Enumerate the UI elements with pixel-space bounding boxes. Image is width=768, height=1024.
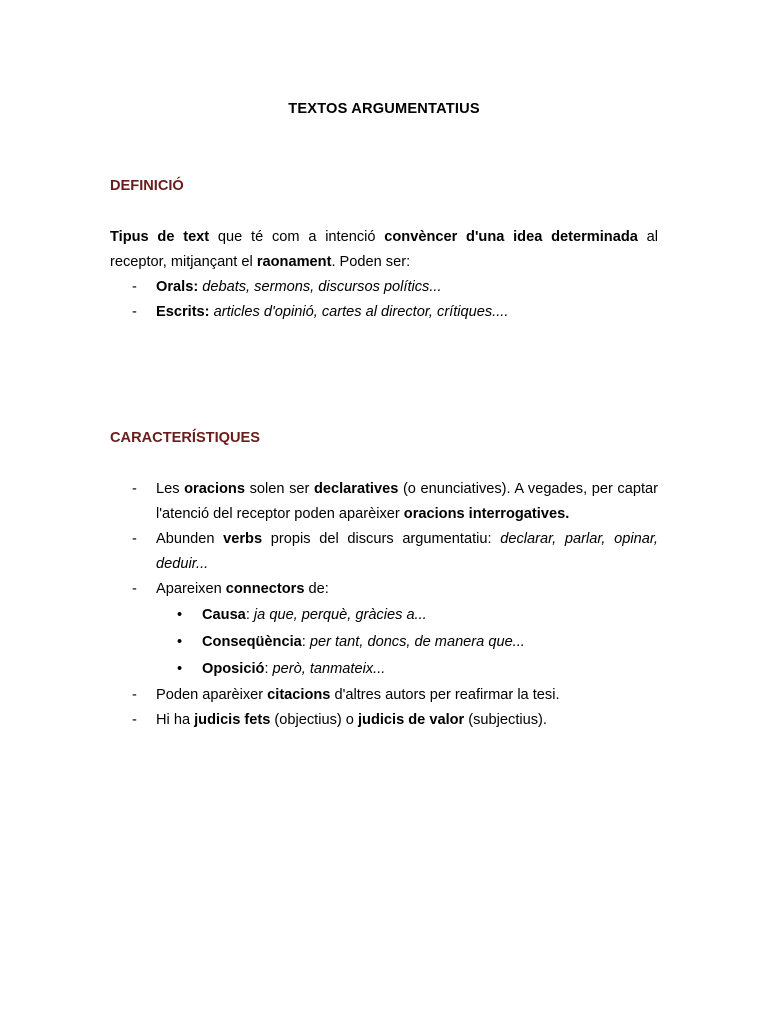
bullet-marker: • bbox=[177, 634, 183, 650]
sublist-item-causa bbox=[110, 602, 658, 629]
text-run: (o enunciatives). A vegades, per captar l'atenció del receptor poden aparèixer bbox=[156, 481, 658, 522]
text-run: Poden aparèixer bbox=[156, 687, 268, 703]
connector-examples: ja que, perquè, gràcies a... bbox=[253, 607, 427, 623]
list-item-judicis bbox=[110, 708, 658, 733]
dash-marker: - bbox=[132, 687, 137, 703]
separator: : bbox=[264, 661, 273, 677]
definition-paragraph bbox=[110, 225, 658, 275]
dash-marker: - bbox=[132, 712, 137, 728]
characteristics-list bbox=[110, 477, 658, 733]
item-label: Orals: bbox=[156, 279, 199, 295]
connector-type: Conseqüència bbox=[202, 634, 302, 650]
term-judicis-fets: judicis fets bbox=[194, 712, 271, 728]
connector-type: Oposició bbox=[202, 661, 265, 677]
text-run: (objectius) o bbox=[270, 712, 358, 728]
text-run: Hi ha bbox=[156, 712, 195, 728]
term-connectors: connectors bbox=[225, 581, 305, 597]
bullet-marker: • bbox=[177, 661, 183, 677]
term-judicis-de-valor: judicis de valor bbox=[357, 712, 465, 728]
section-heading-definicio: DEFINICIÓ bbox=[110, 178, 184, 194]
term-convencer: convèncer d'una idea determinada bbox=[384, 229, 638, 245]
term-tipus-de-text: Tipus de text bbox=[110, 229, 210, 245]
text-run: . Poden ser: bbox=[331, 254, 411, 270]
text-run: Les bbox=[156, 481, 185, 497]
term-verbs: verbs bbox=[223, 531, 263, 547]
separator: : bbox=[301, 634, 310, 650]
term-citacions: citacions bbox=[267, 687, 331, 703]
verb-examples: declarar, parlar, opinar, deduir... bbox=[156, 531, 658, 572]
term-declaratives: declaratives bbox=[313, 481, 399, 497]
sublist-item-oposicio bbox=[110, 656, 658, 683]
dash-marker: - bbox=[132, 481, 137, 497]
dash-marker: - bbox=[132, 304, 137, 320]
bullet-marker: • bbox=[177, 607, 183, 623]
text-run: Apareixen bbox=[156, 581, 226, 597]
text-run: (subjectius). bbox=[464, 712, 547, 728]
section-heading-caracteristiques: CARACTERÍSTIQUES bbox=[110, 430, 260, 446]
page-title: TEXTOS ARGUMENTATIUS bbox=[288, 101, 480, 117]
dash-marker: - bbox=[132, 581, 137, 597]
list-item-oracions bbox=[110, 477, 658, 527]
dash-marker: - bbox=[132, 279, 137, 295]
list-item-connectors bbox=[110, 577, 658, 683]
text-run: propis del discurs argumentatiu: bbox=[262, 531, 501, 547]
text-run: Abunden bbox=[156, 531, 224, 547]
definition-types-list bbox=[110, 275, 658, 325]
sublist-item-consequencia bbox=[110, 629, 658, 656]
item-examples: articles d'opinió, cartes al director, crítiques.... bbox=[209, 304, 509, 320]
list-item-orals bbox=[110, 275, 658, 300]
connector-type: Causa bbox=[202, 607, 246, 623]
text-run: d'altres autors per reafirmar la tesi. bbox=[330, 687, 560, 703]
connector-examples: però, tanmateix... bbox=[272, 661, 386, 677]
term-raonament: raonament bbox=[256, 254, 332, 270]
text-run: solen ser bbox=[244, 481, 314, 497]
item-examples: debats, sermons, discursos polítics... bbox=[198, 279, 442, 295]
term-oracions: oracions bbox=[184, 481, 245, 497]
text-run: al receptor, mitjançant el bbox=[110, 229, 658, 270]
text-run: de: bbox=[304, 581, 329, 597]
list-item-escrits bbox=[110, 300, 658, 325]
separator: : bbox=[245, 607, 254, 623]
connectors-sublist bbox=[110, 602, 658, 683]
connector-examples: per tant, doncs, de manera que... bbox=[309, 634, 525, 650]
term-oracions-interrogatives: oracions interrogatives. bbox=[403, 506, 570, 522]
dash-marker: - bbox=[132, 531, 137, 547]
list-item-citacions bbox=[110, 683, 658, 708]
item-label: Escrits: bbox=[156, 304, 210, 320]
list-item-verbs bbox=[110, 527, 658, 577]
text-run: que té com a intenció bbox=[209, 229, 385, 245]
